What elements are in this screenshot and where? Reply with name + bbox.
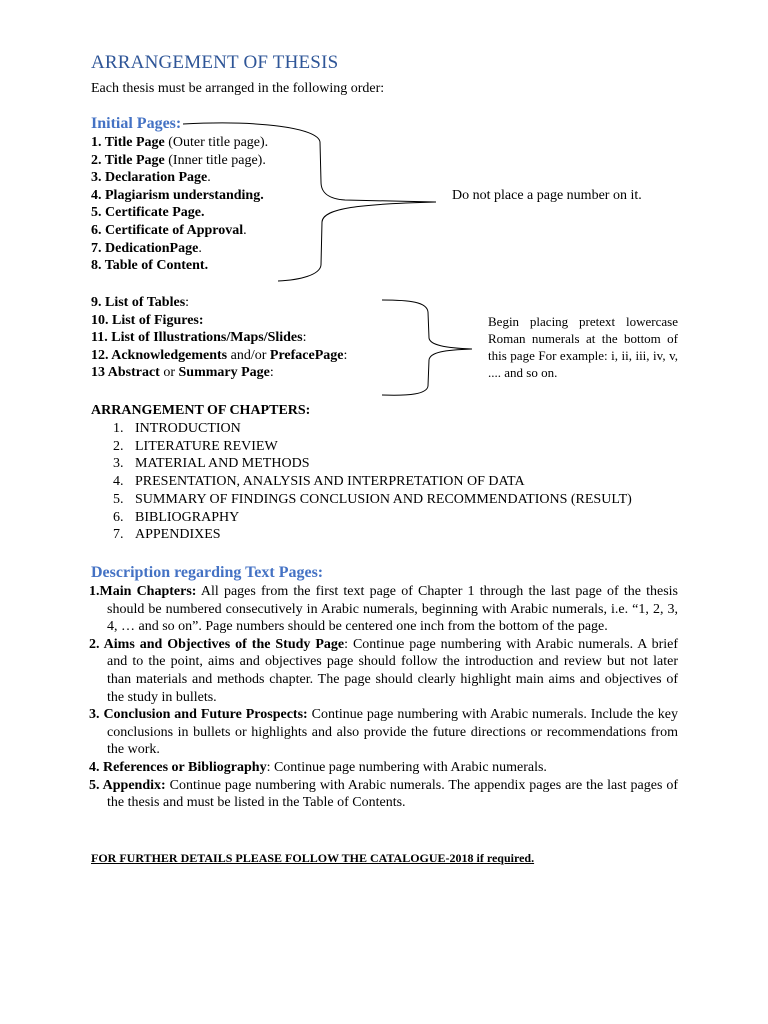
description-heading: Description regarding Text Pages: [91,564,324,581]
list-item: 5. Certificate Page. [91,205,205,221]
list-item: 2. Aims and Objectives of the Study Page: Continue page numbering with Arabic numerals. A brief and to the point, aims and objectives page should follow the introduction and review but not later than materials and methods chapter. The page should clearly highlight main aims and objectives of the study in bullets. [89,636,679,705]
list-item: 5. SUMMARY OF FINDINGS CONCLUSION AND RECOMMENDATIONS (RESULT) [113,491,632,507]
list-item: 2. Title Page (Inner title page). [91,152,266,168]
chapters-list [113,420,632,544]
list-item: 2. LITERATURE REVIEW [113,438,278,454]
footer-note: FOR FURTHER DETAILS PLEASE FOLLOW THE CATALOGUE-2018 if required. [91,851,535,865]
list-item: 13 Abstract or Summary Page: [91,365,274,381]
curly-brace-2 [382,300,472,395]
list-item: 1. Title Page (Outer title page). [91,135,269,150]
list-item: 9. List of Tables: [91,295,190,310]
intro-text: Each thesis must be arranged in the following order: [91,81,385,96]
list-item: 4. Plagiarism understanding. [91,187,264,203]
chapters-heading: ARRANGEMENT OF CHAPTERS: [91,403,311,418]
list-item: 8. Table of Content. [91,258,209,274]
list-item: 1. INTRODUCTION [113,421,241,436]
list-item: 5. Appendix: Continue page numbering with Arabic numerals. The appendix pages are the last pages of the thesis and must be listed in the Table of Contents. [89,777,678,811]
list-item: 4. PRESENTATION, ANALYSIS AND INTERPRETATION OF DATA [113,474,525,490]
list-item: 7. APPENDIXES [113,527,221,543]
initial-pages-heading: Initial Pages: [91,115,182,132]
list-item: 3. MATERIAL AND METHODS [113,456,310,472]
list-item: 10. List of Figures: [91,312,204,328]
no-page-number-note: Do not place a page number on it. [452,188,642,203]
roman-numerals-note: Begin placing pretext lowercase Roman numerals at the bottom of this page For example: i, ii, iii, iv, v, .... and so on. [488,314,678,380]
page-title: ARRANGEMENT OF THESIS [91,52,339,73]
list-item: 3. Declaration Page. [91,170,211,186]
initial-pages-list [91,134,268,275]
list-item: 7. DedicationPage. [91,240,202,256]
list-item: 1.Main Chapters: All pages from the first text page of Chapter 1 through the last page of the thesis should be numbered consecutively in Arabic numerals, beginning with Arabic numerals, i.e. “1, 2, 3, 4, … and so on”. Page numbers should be centered one inch from the bottom of the page. [89,584,678,635]
list-item: 4. References or Bibliography: Continue page numbering with Arabic numerals. [89,759,547,775]
description-list [89,583,678,812]
list-item: 6. Certificate of Approval. [91,222,247,238]
list-item: 6. BIBLIOGRAPHY [113,509,240,525]
preliminary-lists [91,294,347,382]
list-item: 11. List of Illustrations/Maps/Slides: [91,330,307,346]
list-item: 12. Acknowledgements and/or PrefacePage: [91,347,348,363]
list-item: 3. Conclusion and Future Prospects: Continue page numbering with Arabic numerals. Include the key conclusions in bullets or highlights and also provide the future directions or recommendations from the work. [89,707,678,758]
